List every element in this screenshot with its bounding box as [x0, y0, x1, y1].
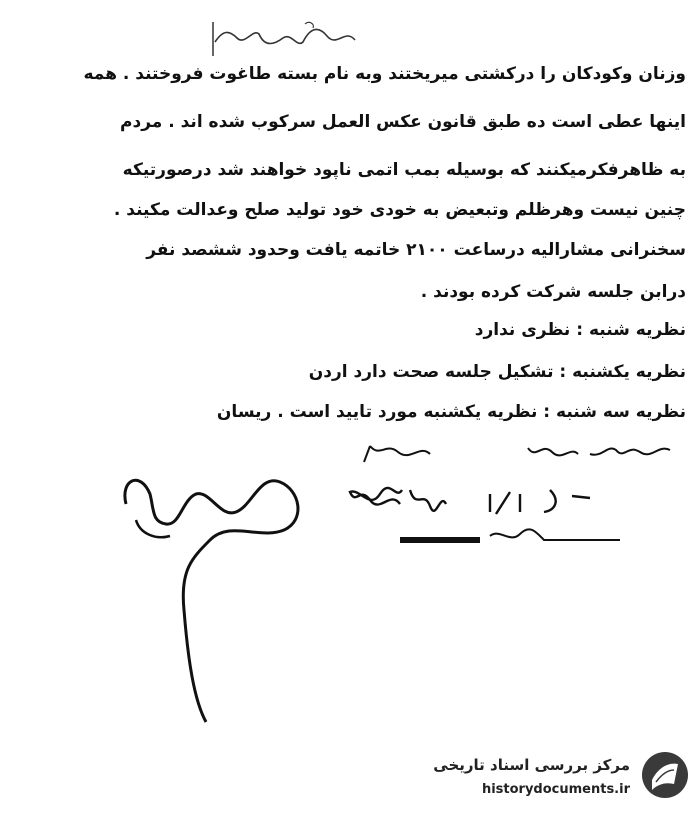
body-line-4: چنین نیست وهرظلم وتبعیض به خودی خود تولید صلح وعدالت مکیند .	[113, 200, 686, 220]
opinion-saturday	[475, 320, 686, 340]
handwritten-header	[205, 18, 365, 58]
watermark-logo	[410, 742, 696, 808]
handwritten-page-number	[110, 470, 310, 730]
watermark-title: مرکز بررسی اسناد تاریخی	[433, 756, 630, 774]
opinion-label: نظریه یکشنبه :	[559, 362, 686, 382]
body-line-1: وزنان وکودکان را درکشتی میریختند وبه نام بسته طاغوت فروختند . همه	[83, 64, 686, 84]
opinion-sunday	[309, 362, 686, 382]
body-line-5: سخنرانی مشارالیه درساعت ۲۱۰۰ خاتمه یافت وحدود ششصد نفر	[146, 240, 686, 260]
body-line-3: به ظاهرفکرمیکنند که بوسیله بمب اتمی ناپود خواهند شد درصورتیکه	[122, 160, 686, 180]
opinion-text: نظریه یکشنبه مورد تایید است . ریسان	[216, 402, 538, 422]
body-line-2: اینها عطی است ده طبق قانون عکس العمل سرکوب شده اند . مردم	[120, 112, 686, 132]
opinion-tuesday	[217, 402, 686, 422]
opinion-label: نظریه شنبه :	[576, 320, 686, 340]
opinion-text: تشکیل جلسه صحت دارد اردن	[308, 362, 554, 382]
opinion-label: نظریه سه شنبه :	[543, 402, 686, 422]
handwritten-signatures	[340, 440, 680, 560]
book-icon	[640, 750, 690, 800]
body-line-6: درابن جلسه شرکت کرده بودند .	[420, 282, 686, 302]
watermark-url: historydocuments.ir	[481, 782, 630, 797]
opinion-text: نظری ندارد	[474, 320, 571, 340]
